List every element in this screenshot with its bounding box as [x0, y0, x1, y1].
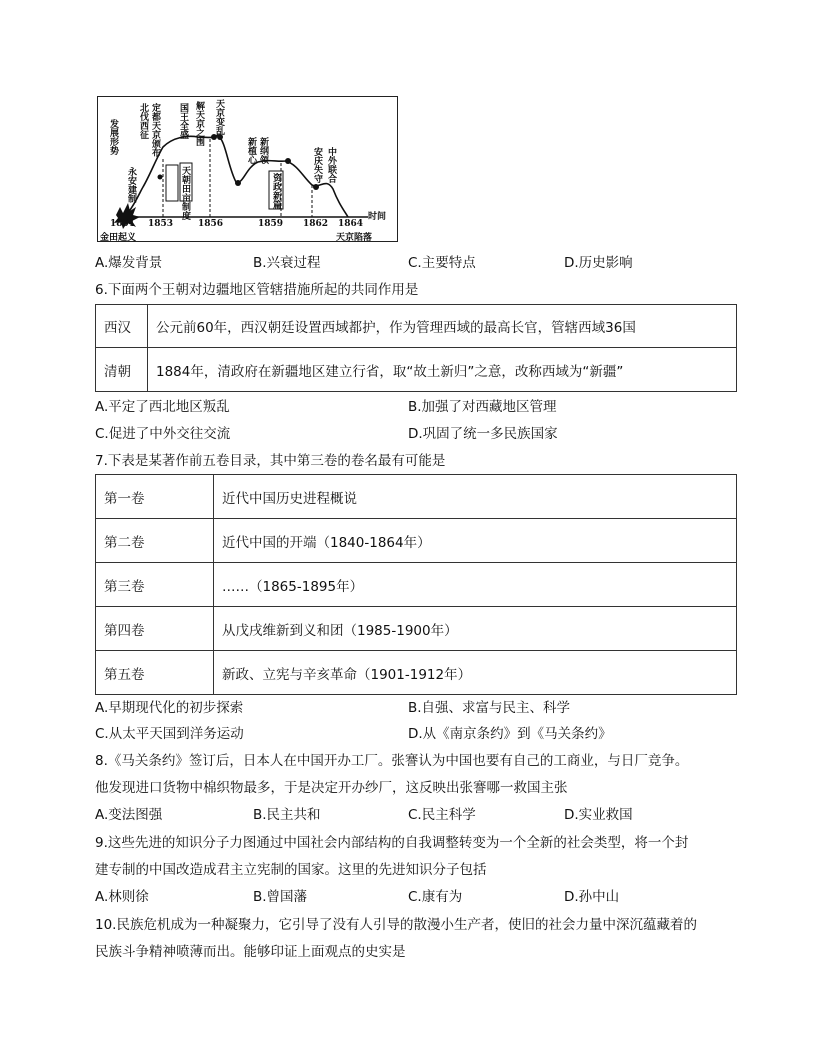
y-axis-label: 发展形势: [108, 119, 118, 155]
q5-option-d[interactable]: D.历史影响: [564, 255, 633, 271]
event-anqing: 安庆失守: [312, 147, 322, 183]
q6-option-a[interactable]: A.平定了西北地区叛乱: [95, 399, 230, 415]
event-dingdu: 定都天京颁布: [150, 103, 160, 157]
label-jintian: 金田起义: [100, 233, 137, 242]
taiping-trend-figure: [97, 96, 398, 242]
q7-volume: 第五卷: [96, 651, 214, 695]
q8-option-b[interactable]: B.民主共和: [253, 807, 321, 823]
year-1859: 1859: [258, 219, 284, 229]
q7-title: 从戊戌维新到义和团（1985-1900年）: [214, 607, 737, 651]
q5-option-b[interactable]: B.兴衰过程: [253, 255, 321, 271]
q6-stem: 6.下面两个王朝对边疆地区管辖措施所起的共同作用是: [95, 282, 419, 298]
q6-row-qing: [96, 348, 737, 392]
q7-stem: 7.下表是某著作前五卷目录，其中第三卷的卷名最有可能是: [95, 453, 446, 469]
q6-row-xihan: [96, 305, 737, 348]
q8-stem-line1: 8.《马关条约》签订后，日本人在中国开办工厂。张謇认为中国也要有自己的工商业，与日厂竞争。: [95, 753, 689, 769]
q8-option-d[interactable]: D.实业救国: [564, 807, 633, 823]
year-1851: 1851: [110, 219, 136, 229]
label-tianjing-fall: 天京陷落: [336, 233, 373, 242]
q7-title: 新政、立宪与辛亥革命（1901-1912年）: [214, 651, 737, 695]
year-1862: 1862: [303, 219, 329, 229]
q6-measure: 1884年，清政府在新疆地区建立行省，取“故土新归”之意，改称西域为“新疆”: [148, 348, 737, 392]
q7-volume: 第三卷: [96, 563, 214, 607]
q7-row: [96, 475, 737, 519]
x-axis-label: 时间: [368, 212, 387, 222]
event-north-west: 北伐西征: [138, 103, 148, 139]
q5-option-a[interactable]: A.爆发背景: [95, 255, 163, 271]
q6-option-d[interactable]: D.巩固了统一多民族国家: [408, 426, 558, 442]
q8-stem-line2: 他发现进口货物中棉织物最多，于是决定开办纱厂，这反映出张謇哪一救国主张: [95, 780, 568, 796]
q7-title: ……（1865-1895年）: [214, 563, 737, 607]
q6-table: [95, 304, 737, 392]
q6-dynasty: 西汉: [96, 305, 148, 348]
q8-option-c[interactable]: C.民主科学: [408, 807, 476, 823]
q7-volume: 第一卷: [96, 475, 214, 519]
q7-title: 近代中国历史进程概说: [214, 475, 737, 519]
q6-dynasty: 清朝: [96, 348, 148, 392]
q7-row: [96, 519, 737, 563]
q7-table: [95, 474, 737, 695]
event-tianchao: 天朝田亩制度: [180, 166, 190, 220]
q6-option-c[interactable]: C.促进了中外交往交流: [95, 426, 231, 442]
q9-option-c[interactable]: C.康有为: [408, 889, 463, 905]
q7-option-a[interactable]: A.早期现代化的初步探索: [95, 700, 244, 716]
event-xinzhi: 新植心: [246, 137, 256, 164]
event-yongan: 永安建制: [126, 167, 136, 203]
q7-option-c[interactable]: C.从太平天国到洋务运动: [95, 726, 244, 742]
q5-option-c[interactable]: C.主要特点: [408, 255, 476, 271]
event-jiejing: 解天京之围: [194, 101, 204, 146]
q7-option-d[interactable]: D.从《南京条约》到《马关条约》: [408, 726, 612, 742]
q9-option-b[interactable]: B.曾国藩: [253, 889, 308, 905]
event-zhongwai: 中外联合: [326, 147, 336, 183]
event-quansheng: 国王全盛: [178, 103, 188, 139]
year-1853: 1853: [148, 219, 174, 229]
year-1864: 1864: [338, 219, 364, 229]
q7-volume: 第四卷: [96, 607, 214, 651]
year-1856: 1856: [198, 219, 224, 229]
q10-stem-line1: 10.民族危机成为一种凝聚力，它引导了没有人引导的散漫小生产者，使旧的社会力量中深沉蕴藏着的: [95, 917, 697, 933]
q10-stem-line2: 民族斗争精神喷薄而出。能够印证上面观点的史实是: [95, 944, 406, 960]
q7-row: [96, 607, 737, 651]
q7-option-b[interactable]: B.自强、求富与民主、科学: [408, 700, 571, 716]
q7-volume: 第二卷: [96, 519, 214, 563]
event-tianjing-bianluan: 天京变乱: [214, 99, 224, 135]
q6-option-b[interactable]: B.加强了对西藏地区管理: [408, 399, 557, 415]
q9-stem-line1: 9.这些先进的知识分子力图通过中国社会内部结构的自我调整转变为一个全新的社会类型，将一个封: [95, 835, 689, 851]
q9-option-d[interactable]: D.孙中山: [564, 889, 620, 905]
q8-option-a[interactable]: A.变法图强: [95, 807, 163, 823]
q7-row: [96, 651, 737, 695]
q9-stem-line2: 建专制的中国改造成君主立宪制的国家。这里的先进知识分子包括: [95, 862, 487, 878]
q6-measure: 公元前60年，西汉朝廷设置西域都护，作为管理西域的最高长官，管辖西域36国: [148, 305, 737, 348]
q7-row: [96, 563, 737, 607]
q9-option-a[interactable]: A.林则徐: [95, 889, 149, 905]
event-zizheng: 资政新篇: [271, 173, 281, 209]
event-xingang: 新纲领: [258, 137, 268, 164]
q7-title: 近代中国的开端（1840-1864年）: [214, 519, 737, 563]
